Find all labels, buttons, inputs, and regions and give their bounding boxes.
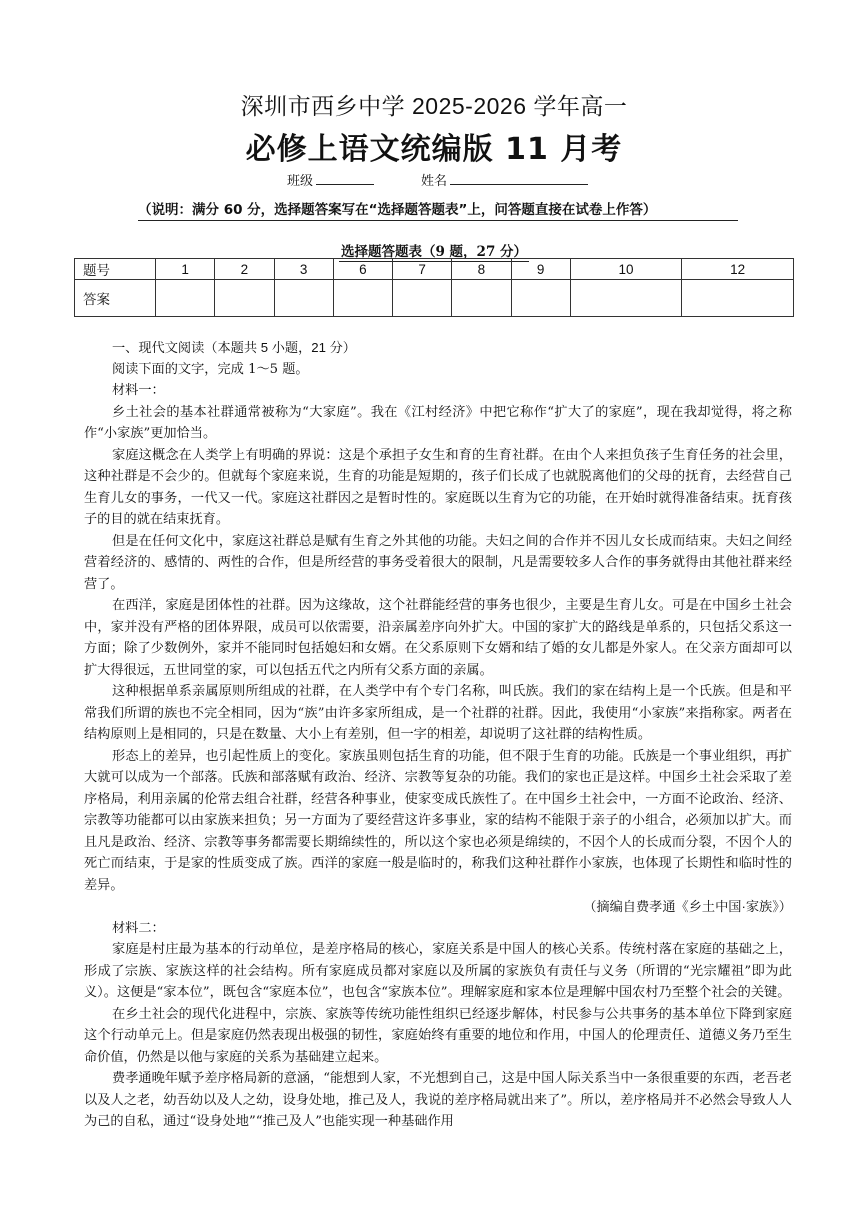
- material-one-paragraph: 家庭这概念在人类学上有明确的界说：这是个承担子女生和育的生育社群。在由个人来担负孩子生育任务的社会里，这种社群是不会少的。但就每个家庭来说，生育的功能是短期的，孩子们长成了也就脱离他们的父母的抚育，去经营自己生育儿女的事务，一代又一代。家庭这社群因之是暂时性的。家庭既以生育为它的功能，在开始时就得准备结束。抚育孩子的目的就在结束抚育。: [84, 447, 792, 527]
- question-number-cell: 1: [156, 259, 215, 280]
- material-one-paragraph: 这种根据单系亲属原则所组成的社群，在人类学中有个专门名称，叫氏族。我们的家在结构上是一个氏族。但是和平常我们所谓的族也不完全相同，因为“族”由许多家所组成，是一个社群的社群。因此，我使用“小家族”来指称家。两者在结构原则上是相同的，只是在数量、大小上有差别，但一字的相差，却说明了这社群的结构性质。: [84, 684, 792, 742]
- answer-row: [75, 280, 794, 317]
- answer-cell[interactable]: [511, 280, 570, 317]
- section-title: 一、现代文阅读（本题共 5 小题，21 分）: [112, 340, 356, 355]
- exam-instruction: （说明：满分 60 分，选择题答案写在“选择题答题表”上，问答题直接在试卷上作答）: [138, 198, 738, 221]
- material-two-paragraph: 费孝通晚年赋予差序格局新的意涵，“能想到人家，不光想到自己，这是中国人际关系当中一条很重要的东西，老吾老以及人之老，幼吾幼以及人之幼，设身处地，推己及人，我说的差序格局就出来了”。所以，差序格局并不必然会导致人人为己的自私，通过“设身处地”“推己及人”也能实现一种基础作用: [84, 1071, 792, 1129]
- name-field[interactable]: [450, 170, 588, 185]
- question-number-cell: 10: [570, 259, 682, 280]
- material-one-label: 材料一：: [112, 383, 165, 398]
- answer-cell[interactable]: [274, 280, 333, 317]
- material-two-paragraph: 家庭是村庄最为基本的行动单位，是差序格局的核心，家庭关系是中国人的核心关系。传统村落在家庭的基础之上，形成了宗族、家族这样的社会结构。所有家庭成员都对家庭以及所属的家族负有责任与义务（所谓的“光宗耀祖”即为此义）。这便是“家本位”，既包含“家庭本位”，也包含“家族本位”。理解家庭和家本位是理解中国农村乃至整个社会的关键。: [84, 942, 792, 1000]
- material-two-paragraph: 在乡土社会的现代化进程中，宗族、家族等传统功能性组织已经逐步解体，村民参与公共事务的基本单位下降到家庭这个行动单元上。但是家庭仍然表现出极强的韧性，家庭始终有重要的地位和作用，中国人的伦理责任、道德义务乃至生命价值，仍然是以他与家庭的关系为基础建立起来。: [84, 1006, 792, 1065]
- answer-cell[interactable]: [570, 280, 682, 317]
- material-one-paragraph: 但是在任何文化中，家庭这社群总是赋有生育之外其他的功能。夫妇之间的合作并不因儿女长成而结束。夫妇之间经营着经济的、感情的、两性的合作，但是所经营的事务受着很大的限制，凡是需要较多人合作的事务就得由其他社群来经营了。: [84, 533, 792, 592]
- material-one-paragraph: 形态上的差异，也引起性质上的变化。家族虽则包括生育的功能，但不限于生育的功能。氏族是一个事业组织，再扩大就可以成为一个部落。氏族和部落赋有政治、经济、宗教等复杂的功能。我们的家也正是这样。中国乡土社会采取了差序格局，利用亲属的伦常去组合社群，经营各种事业，使家变成氏族性了。在中国乡土社会中，一方面不论政治、经济、宗教等功能都可以由家族来担负；另一方面为了要经营这许多事业，家的结构不能限于亲子的小组合，必须加以扩大。而且凡是政治、经济、宗教等事务都需要长期绵续性的，所以这个家也必须是绵续的，不因个人的长成而分裂，不因个人的死亡而结束，于是家的性质变成了族。西洋的家庭一般是临时的，称我们这种社群作小家族，也体现了长期性和临时性的差异。: [84, 748, 792, 893]
- name-label: 姓名: [421, 174, 448, 189]
- question-number-cell: 6: [333, 259, 392, 280]
- answer-cell[interactable]: [452, 280, 511, 317]
- answer-table-caption-text: 选择题答题表（9 题，27 分）: [340, 244, 528, 260]
- exam-title: 必修上语文统编版 11 月考: [245, 132, 623, 167]
- question-number-cell: 8: [452, 259, 511, 280]
- material-one-source: （摘编自费孝通《乡土中国·家族》）: [583, 899, 792, 914]
- question-number-label: 题号: [75, 259, 156, 280]
- answer-cell[interactable]: [215, 280, 274, 317]
- class-label: 班级: [287, 174, 314, 189]
- answer-table-caption: [0, 240, 868, 260]
- answer-cell[interactable]: [682, 280, 794, 317]
- school-heading: 深圳市西乡中学 2025-2026 学年高一: [240, 93, 628, 119]
- question-number-cell: 2: [215, 259, 274, 280]
- answer-cell[interactable]: [333, 280, 392, 317]
- reading-section: [84, 337, 792, 1133]
- material-one-paragraph: 在西洋，家庭是团体性的社群。因为这缘故，这个社群能经营的事务也很少，主要是生育儿女。可是在中国乡土社会中，家并没有严格的团体界限，成员可以依需要，沿亲属差序向外扩大。中国的家扩大的路线是单系的，只包括父系这一方面；除了少数例外，家并不能同时包括媳妇和女婿。在父系原则下女婿和结了婚的女儿都是外家人。在父亲方面却可以扩大得很远，五世同堂的家，可以包括五代之内所有父系方面的亲属。: [84, 598, 792, 678]
- answer-table: [74, 258, 794, 317]
- material-one-paragraph: 乡土社会的基本社群通常被称为“大家庭”。我在《江村经济》中把它称作“扩大了的家庭”，现在我却觉得，将之称作“小家族”更加恰当。: [84, 404, 792, 441]
- reading-directions: 阅读下面的文字，完成 1～5 题。: [112, 361, 309, 377]
- question-number-cell: 12: [682, 259, 794, 280]
- answer-cell[interactable]: [156, 280, 215, 317]
- answer-cell[interactable]: [393, 280, 452, 317]
- question-number-cell: 9: [511, 259, 570, 280]
- material-two-label: 材料二：: [112, 920, 165, 936]
- question-number-cell: 7: [393, 259, 452, 280]
- class-field[interactable]: [316, 170, 374, 185]
- question-number-cell: 3: [274, 259, 333, 280]
- question-number-row: [75, 259, 794, 280]
- answer-label: 答案: [75, 280, 156, 317]
